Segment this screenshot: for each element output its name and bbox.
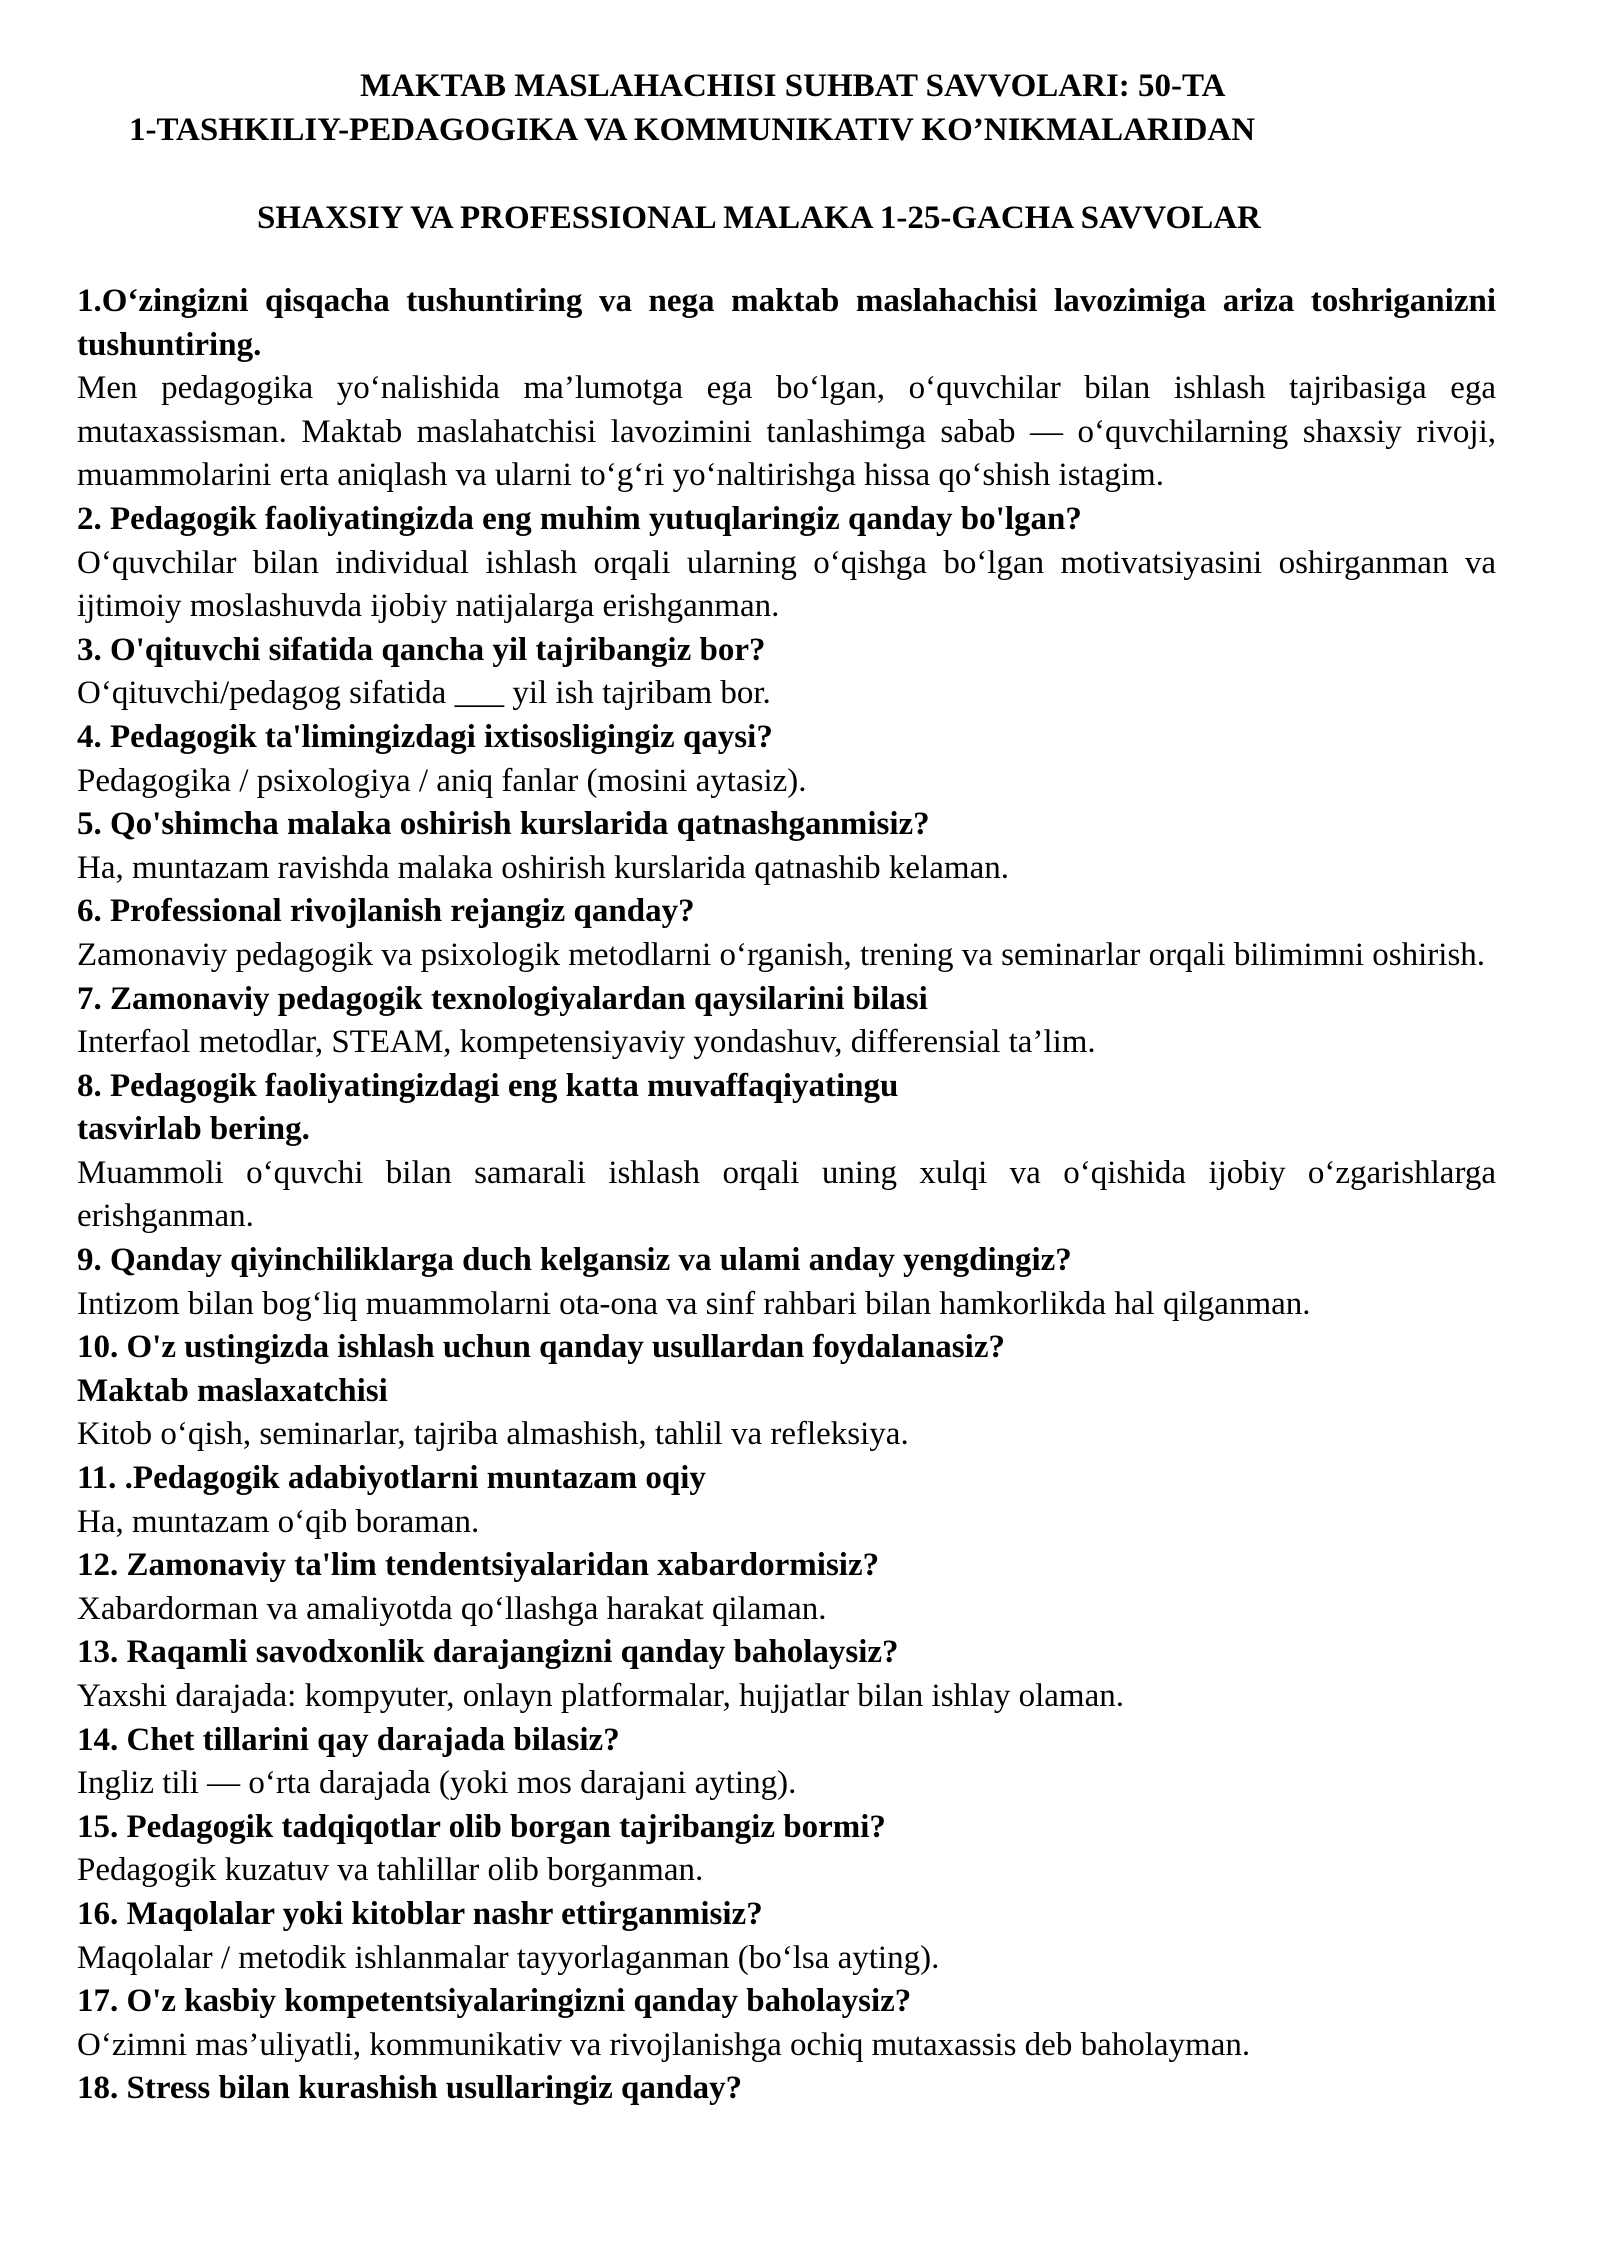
answer-text: Zamonaviy pedagogik va psixologik metodlarni o‘rganish, trening va seminarlar orqali bilimimni oshirish.	[77, 936, 1486, 973]
qa-item	[77, 2067, 1496, 2111]
answer-text: Ha, muntazam ravishda malaka oshirish kurslarida qatnashib kelaman.	[77, 849, 1009, 886]
answer-text: Xabardorman va amaliyotda qo‘llashga harakat qilaman.	[77, 1590, 827, 1627]
question-text: 10. O'z ustingizda ishlash uchun qanday usullardan foydalanasiz? Maktab maslaxatchisi	[77, 1329, 1005, 1409]
qa-item	[77, 1631, 1496, 1718]
question-text: 11. .Pedagogik adabiyotlarni muntazam oqiy	[77, 1460, 706, 1497]
question-text: 16. Maqolalar yoki kitoblar nashr ettirganmisiz?	[77, 1895, 763, 1932]
question-text: 18. Stress bilan kurashish usullaringiz qanday?	[77, 2070, 743, 2107]
qa-item	[77, 803, 1496, 890]
document-title: MAKTAB MASLAHACHISI SUHBAT SAVVOLARI: 50-TA	[360, 68, 1226, 104]
qa-item	[77, 280, 1496, 498]
qa-item	[77, 1893, 1496, 1980]
question-text: 2. Pedagogik faoliyatingizda eng muhim yutuqlaringiz qanday bo'lgan?	[77, 500, 1082, 537]
qa-item	[77, 1457, 1496, 1544]
answer-text: Intizom bilan bog‘liq muammolarni ota-ona va sinf rahbari bilan hamkorlikda hal qilganman.	[77, 1285, 1311, 1322]
answer-text: O‘qituvchi/pedagog sifatida ___ yil ish tajribam bor.	[77, 675, 771, 712]
answer-text: Pedagogik kuzatuv va tahlillar olib borganman.	[77, 1852, 704, 1889]
section-title: SHAXSIY VA PROFESSIONAL MALAKA 1-25-GACHA SAVVOLAR	[257, 200, 1261, 236]
document-subtitle: 1-TASHKILIY-PEDAGOGIKA VA KOMMUNIKATIV KO’NIKMALARIDAN	[129, 112, 1256, 148]
question-text: 6. Professional rivojlanish rejangiz qanday?	[77, 893, 695, 930]
answer-text: Yaxshi darajada: kompyuter, onlayn platformalar, hujjatlar bilan ishlay olaman.	[77, 1678, 1124, 1714]
qa-item	[77, 1980, 1496, 2067]
qa-item	[77, 1065, 1496, 1239]
qa-item	[77, 1806, 1496, 1893]
question-answer-list	[77, 280, 1496, 2111]
qa-item	[77, 498, 1496, 629]
answer-text: Ingliz tili — o‘rta darajada (yoki mos darajani ayting).	[77, 1765, 797, 1802]
qa-item	[77, 890, 1496, 977]
qa-item	[77, 716, 1496, 803]
question-text: 8. Pedagogik faoliyatingizdagi eng katta muvaffaqiyatingu tasvirlab bering.	[77, 1067, 899, 1148]
answer-text: Maqolalar / metodik ishlanmalar tayyorlaganman (bo‘lsa ayting).	[77, 1939, 940, 1976]
question-text: 14. Chet tillarini qay darajada bilasiz?	[77, 1721, 620, 1758]
question-text: 5. Qo'shimcha malaka oshirish kurslarida qatnashganmisiz?	[77, 806, 930, 843]
answer-text: Men pedagogika yo‘nalishida ma’lumotga ega bo‘lgan, o‘quvchilar bilan ishlash tajribasiga ega mutaxassisman. Maktab maslahatchisi lavozimini tanlashimga sabab — o‘quvchilarning shaxsiy rivoji, muammolarini erta aniqlash va ularni to‘g‘ri yo‘naltirishga hissa qo‘shish istagim.	[77, 370, 1496, 494]
question-text: 17. O'z kasbiy kompetentsiyalaringizni qanday baholaysiz?	[77, 1983, 912, 2020]
qa-item	[77, 1326, 1496, 1457]
answer-text: Pedagogika / psixologiya / aniq fanlar (mosini aytasiz).	[77, 762, 807, 799]
answer-text: O‘zimni mas’uliyatli, kommunikativ va rivojlanishga ochiq mutaxassis deb baholayman.	[77, 2026, 1251, 2063]
answer-text: Muammoli o‘quvchi bilan samarali ishlash orqali uning xulqi va o‘qishida ijobiy o‘zgarishlarga erishganman.	[77, 1154, 1496, 1235]
question-text: 15. Pedagogik tadqiqotlar olib borgan tajribangiz bormi?	[77, 1808, 886, 1845]
qa-item	[77, 629, 1496, 716]
answer-text: Interfaol metodlar, STEAM, kompetensiyaviy yondashuv, differensial ta’lim.	[77, 1024, 1096, 1061]
qa-item	[77, 1239, 1496, 1326]
question-text: 9. Qanday qiyinchiliklarga duch kelgansiz va ulami anday yengdingiz?	[77, 1242, 1072, 1279]
question-text: 7. Zamonaviy pedagogik texnologiyalardan qaysilarini bilasi	[77, 980, 928, 1017]
question-text: 1.O‘zingizni qisqacha tushuntiring va nega maktab maslahachisi lavozimiga ariza toshriganizni tushuntiring.	[77, 283, 1496, 363]
qa-item	[77, 1544, 1496, 1631]
answer-text: Kitob o‘qish, seminarlar, tajriba almashish, tahlil va refleksiya.	[77, 1416, 909, 1453]
qa-item	[77, 978, 1496, 1065]
question-text: 12. Zamonaviy ta'lim tendentsiyalaridan xabardormisiz?	[77, 1547, 880, 1584]
answer-text: Ha, muntazam o‘qib boraman.	[77, 1503, 480, 1540]
question-text: 3. O'qituvchi sifatida qancha yil tajribangiz bor?	[77, 631, 766, 668]
question-text: 4. Pedagogik ta'limingizdagi ixtisosligingiz qaysi?	[77, 718, 773, 755]
answer-text: O‘quvchilar bilan individual ishlash orqali ularning o‘qishga bo‘lgan motivatsiyasini oshirganman va ijtimoiy moslashuvda ijobiy natijalarga erishganman.	[77, 544, 1496, 625]
qa-item	[77, 1719, 1496, 1806]
question-text: 13. Raqamli savodxonlik darajangizni qanday baholaysiz?	[77, 1634, 899, 1671]
